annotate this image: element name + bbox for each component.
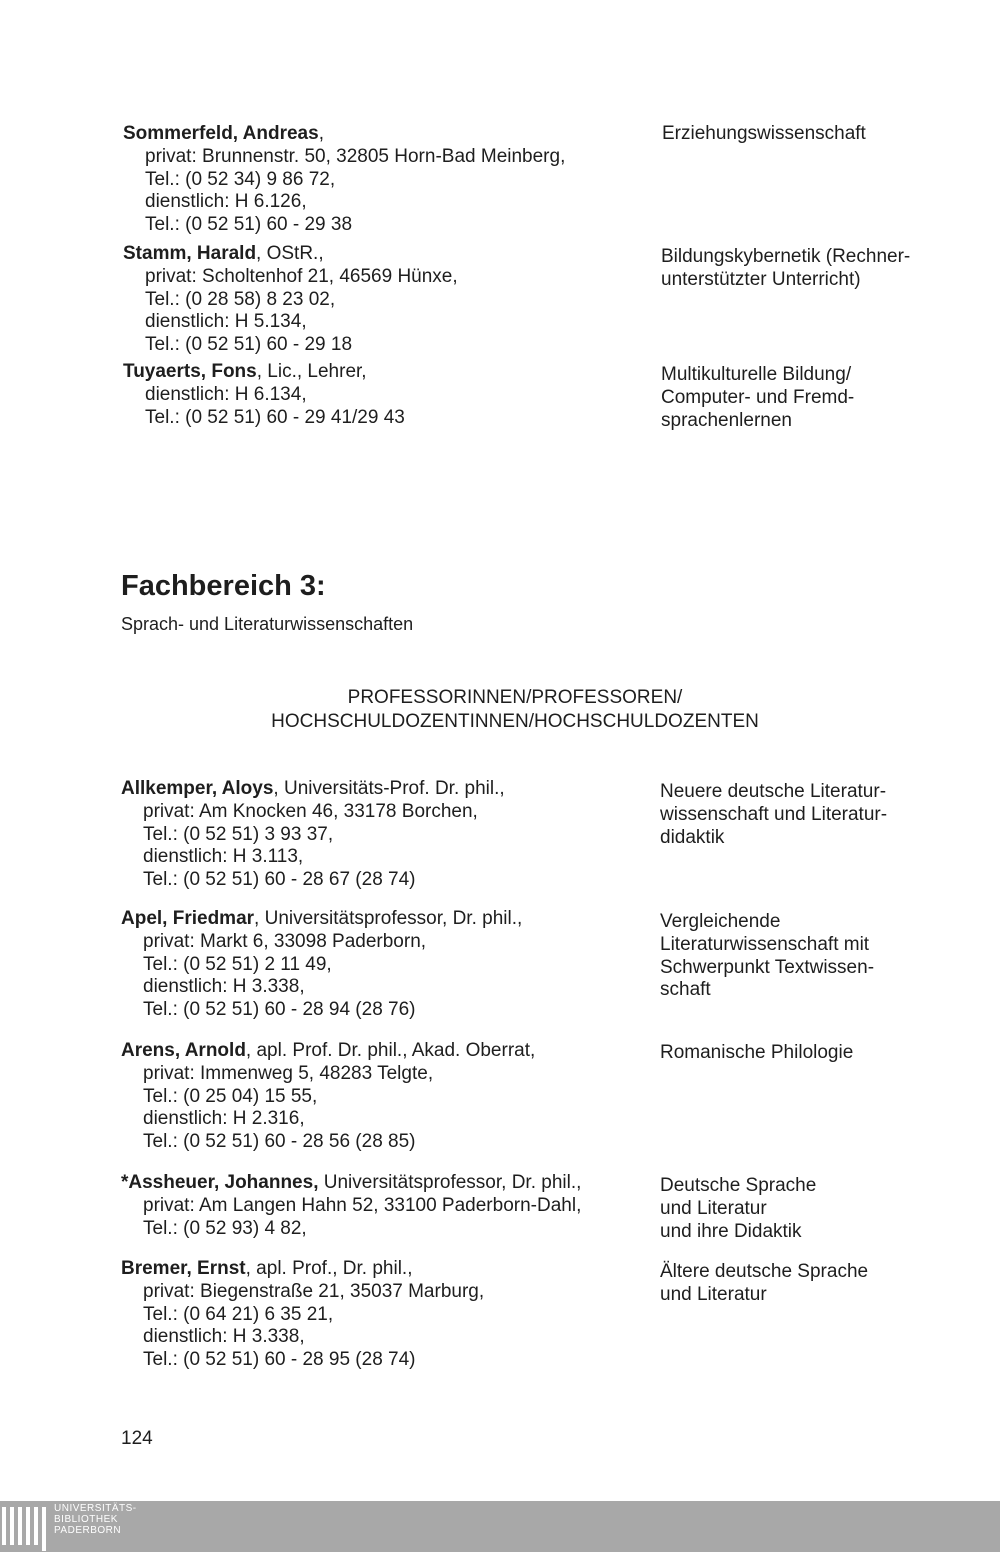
entry-field: Erziehungswissenschaft xyxy=(662,123,866,144)
section-heading: Fachbereich 3: xyxy=(121,570,326,602)
entry-field: Romanische Philologie xyxy=(660,1042,854,1063)
entry-line: Tel.: (0 25 04) 15 55, xyxy=(143,1085,318,1107)
entry-name: Stamm, Harald xyxy=(123,243,257,264)
entry-name: Arens, Arnold xyxy=(121,1040,246,1061)
entry-line: dienstlich: H 3.338, xyxy=(143,1326,305,1348)
entry-field: Literaturwissenschaft mit xyxy=(660,933,870,955)
library-logo xyxy=(0,1501,160,1552)
entry-name: Sommerfeld, Andreas xyxy=(123,123,319,144)
entry-name: Bremer, Ernst xyxy=(121,1258,246,1279)
section-title-line1: PROFESSORINNEN/PROFESSOREN/ xyxy=(347,687,683,708)
entry-line: privat: Biegenstraße 21, 35037 Marburg, xyxy=(143,1280,485,1302)
entry-field: und ihre Didaktik xyxy=(660,1220,802,1242)
entry-line: dienstlich: H 6.134, xyxy=(145,383,307,405)
entry-field: schaft xyxy=(660,979,711,1001)
entry-line: privat: Markt 6, 33098 Paderborn, xyxy=(143,930,427,952)
entry-line: Tel.: (0 28 58) 8 23 02, xyxy=(145,288,336,310)
section-title-line2: HOCHSCHULDOZENTINNEN/HOCHSCHULDOZENTEN xyxy=(271,711,759,732)
entry-title: , apl. Prof., Dr. phil., xyxy=(245,1258,413,1279)
entry-field: didaktik xyxy=(660,826,725,848)
entry-field: Vergleichende xyxy=(660,911,781,932)
entry-line: dienstlich: H 3.338, xyxy=(143,976,305,998)
entry-line: Tel.: (0 52 51) 60 - 28 94 (28 76) xyxy=(143,999,416,1021)
entry-line: Tel.: (0 52 51) 60 - 29 38 xyxy=(145,214,353,236)
entry-line: privat: Am Langen Hahn 52, 33100 Paderborn-Dahl, xyxy=(143,1194,582,1216)
entry-field: Multikulturelle Bildung/ xyxy=(661,364,852,385)
library-logo-line3: PADERBORN xyxy=(54,1525,122,1536)
footer-band xyxy=(0,1501,1000,1552)
entry-title: , xyxy=(318,123,324,144)
entry-line: Tel.: (0 52 51) 2 11 49, xyxy=(143,953,332,975)
entry-field: Neuere deutsche Literatur- xyxy=(660,781,887,802)
entry-line: Tel.: (0 52 34) 9 86 72, xyxy=(145,168,336,190)
entry-line: dienstlich: H 6.126, xyxy=(145,191,307,213)
entry-line: Tel.: (0 52 51) 60 - 28 56 (28 85) xyxy=(143,1131,416,1153)
entry-field: wissenschaft und Literatur- xyxy=(660,803,888,825)
entry-line: dienstlich: H 5.134, xyxy=(145,311,307,333)
entry-line: Tel.: (0 52 51) 3 93 37, xyxy=(143,823,334,845)
entry-title: , Universitäts-Prof. Dr. phil., xyxy=(273,778,505,799)
entry-field: Ältere deutsche Sprache xyxy=(660,1261,869,1282)
entry-field: unterstützter Unterricht) xyxy=(661,268,861,290)
entry-line: dienstlich: H 3.113, xyxy=(143,846,304,868)
entry-line: privat: Am Knocken 46, 33178 Borchen, xyxy=(143,800,478,822)
entry-field: Bildungskybernetik (Rechner- xyxy=(661,246,911,267)
page-number: 124 xyxy=(121,1428,153,1449)
entry-name: Allkemper, Aloys xyxy=(121,778,274,799)
entry-name: Tuyaerts, Fons xyxy=(123,361,257,382)
entry-line: privat: Scholtenhof 21, 46569 Hünxe, xyxy=(145,265,458,287)
entry-name: Apel, Friedmar xyxy=(121,908,255,929)
entry-title: , apl. Prof. Dr. phil., Akad. Oberrat, xyxy=(245,1040,536,1061)
entry-line: Tel.: (0 52 51) 60 - 29 41/29 43 xyxy=(145,406,405,428)
library-logo-line1: UNIVERSITÄTS- xyxy=(54,1503,137,1514)
library-logo-line2: BIBLIOTHEK xyxy=(54,1514,118,1525)
entry-line: Tel.: (0 52 51) 60 - 29 18 xyxy=(145,334,353,356)
entry-field: Deutsche Sprache xyxy=(660,1175,817,1196)
section-subheading: Sprach- und Literaturwissenschaften xyxy=(121,614,414,634)
entry-field: und Literatur xyxy=(660,1283,767,1305)
entry-line: Tel.: (0 52 51) 60 - 28 95 (28 74) xyxy=(143,1349,416,1371)
entry-title: , Universitätsprofessor, Dr. phil., xyxy=(254,908,523,929)
entry-field: sprachenlernen xyxy=(661,409,792,431)
entry-field: und Literatur xyxy=(660,1197,767,1219)
entry-name: *Assheuer, Johannes, xyxy=(121,1172,319,1193)
entry-line: privat: Brunnenstr. 50, 32805 Horn-Bad Meinberg, xyxy=(145,145,566,167)
entry-line: Tel.: (0 52 93) 4 82, xyxy=(143,1217,307,1239)
entry-field: Schwerpunkt Textwissen- xyxy=(660,956,875,978)
entry-line: dienstlich: H 2.316, xyxy=(143,1108,305,1130)
entry-title: Universitätsprofessor, Dr. phil., xyxy=(318,1172,582,1193)
entry-line: privat: Immenweg 5, 48283 Telgte, xyxy=(143,1062,434,1084)
entry-line: Tel.: (0 52 51) 60 - 28 67 (28 74) xyxy=(143,869,416,891)
entry-title: , OStR., xyxy=(256,243,324,264)
entry-field: Computer- und Fremd- xyxy=(661,386,855,408)
entry-line: Tel.: (0 64 21) 6 35 21, xyxy=(143,1303,334,1325)
entry-title: , Lic., Lehrer, xyxy=(256,361,367,382)
